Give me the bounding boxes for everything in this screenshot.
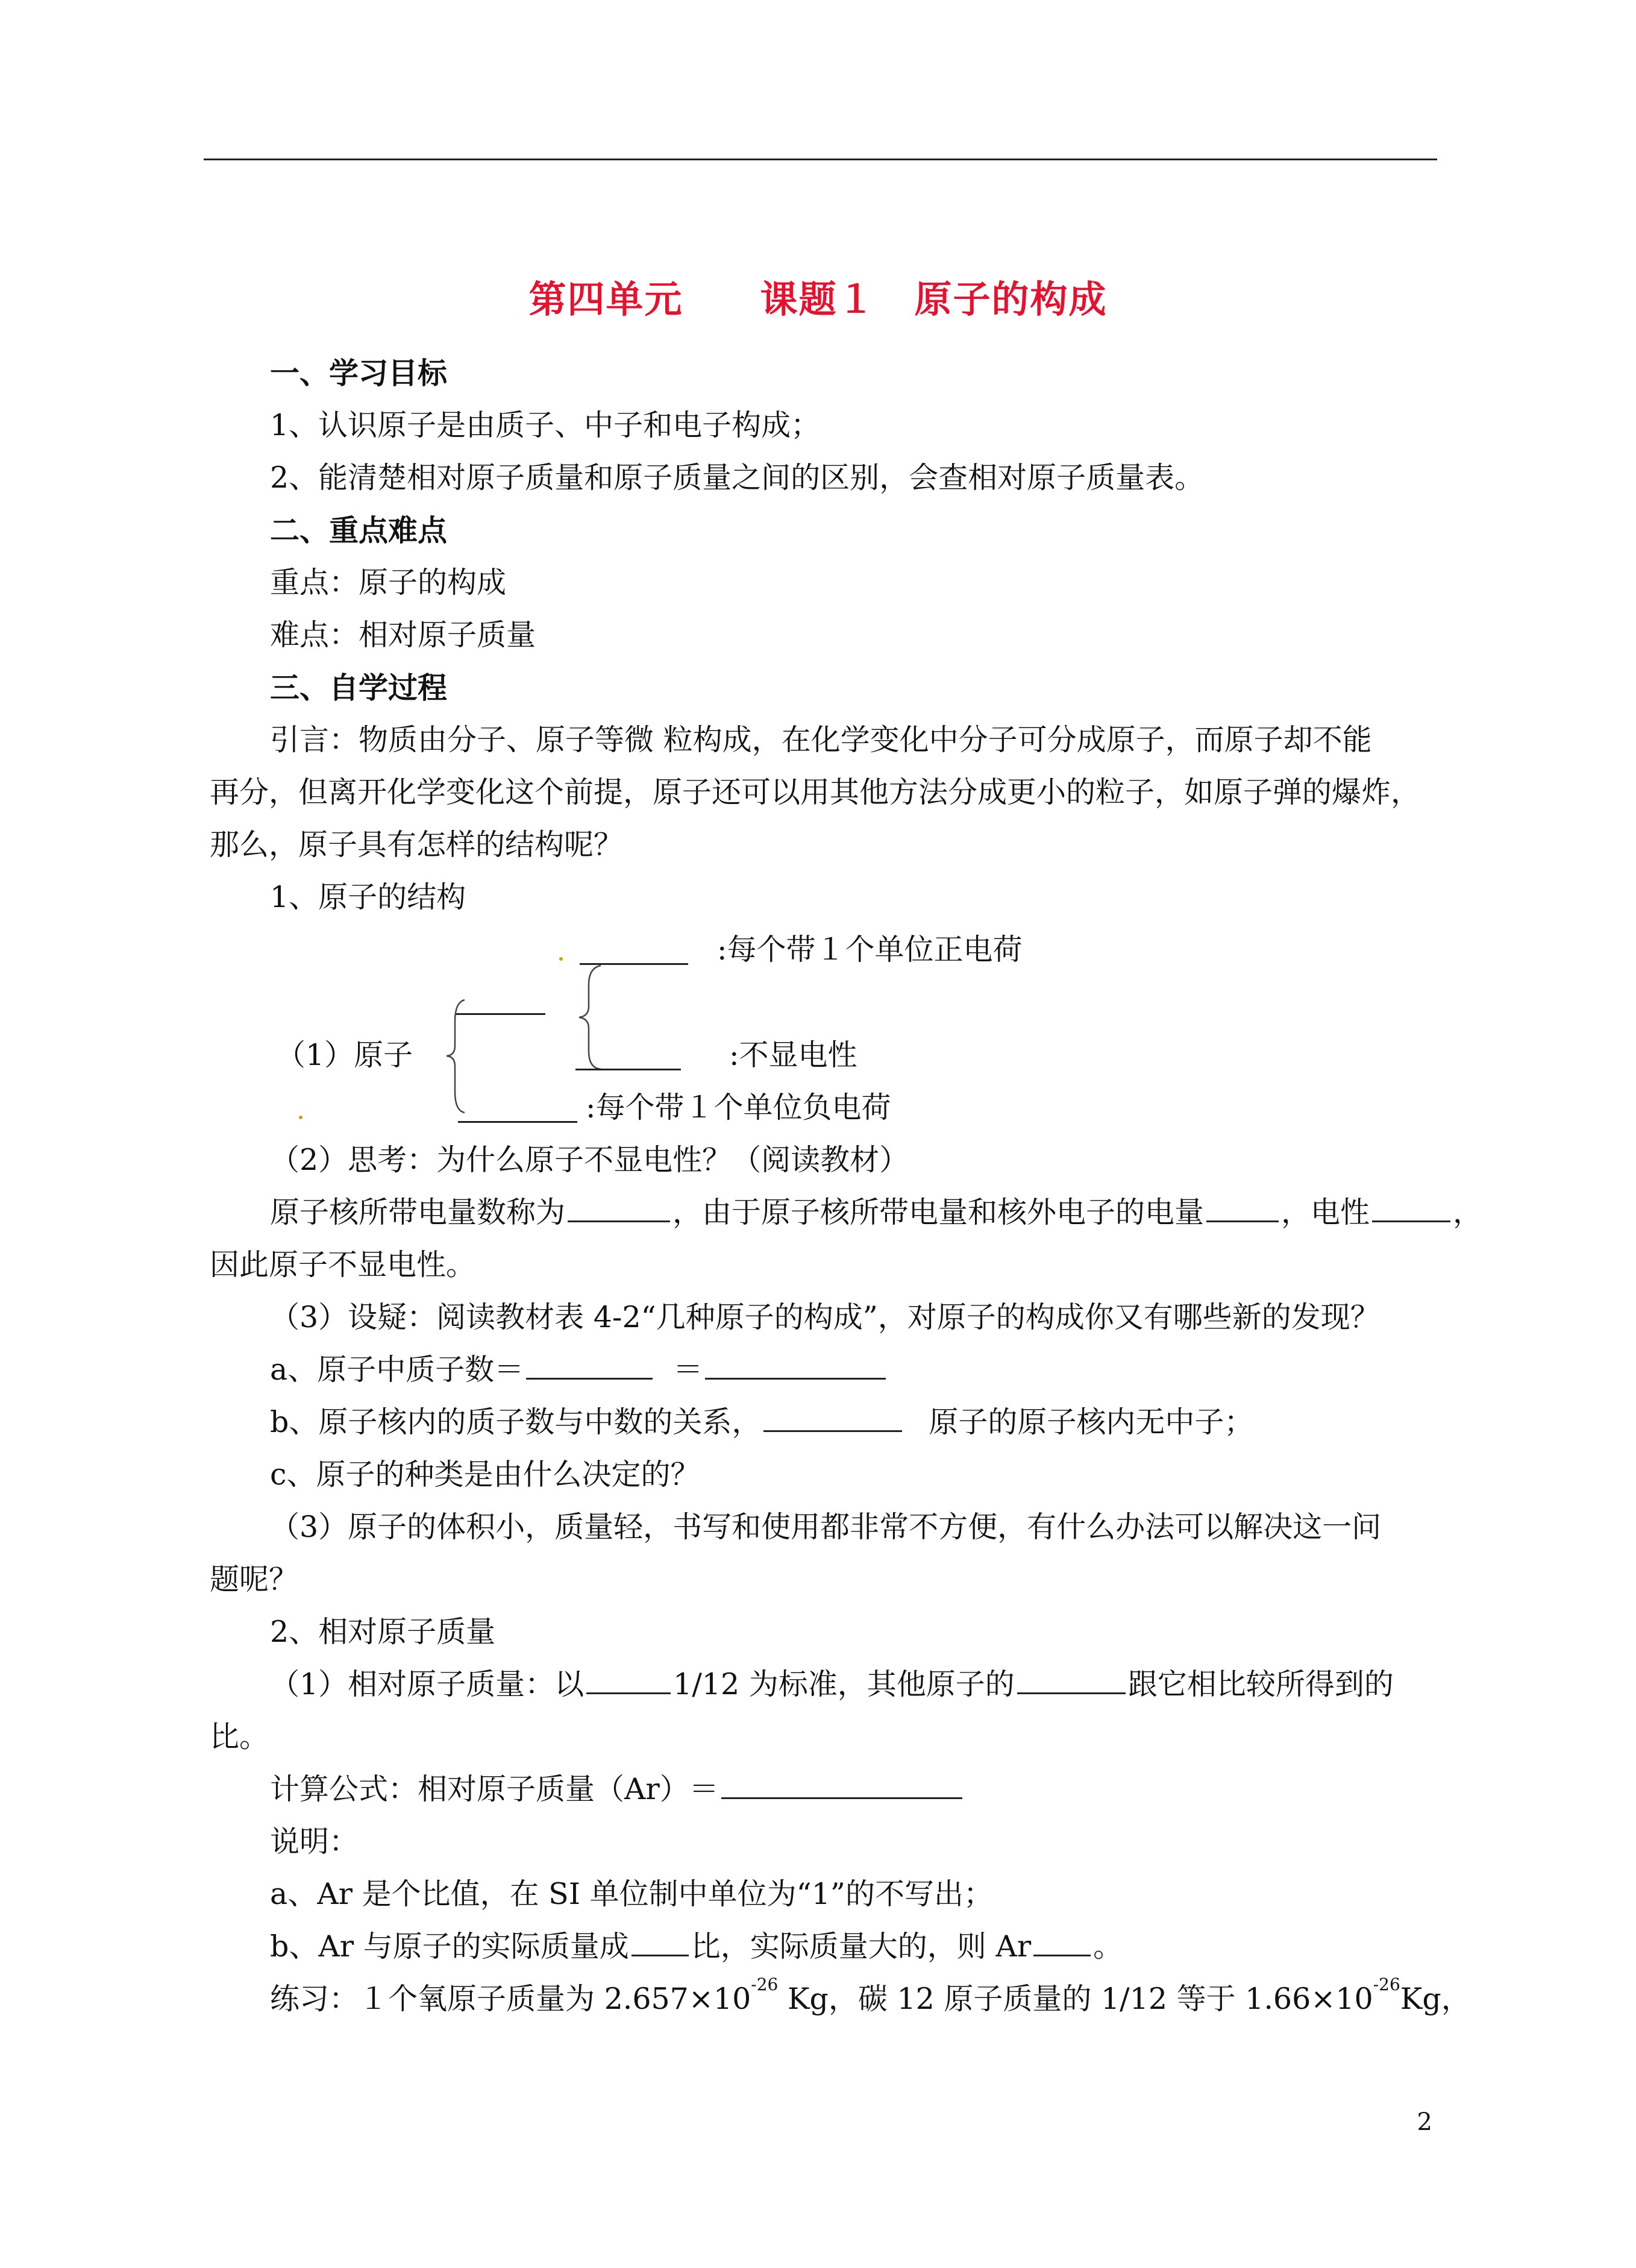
- question-c: c、原子的种类是由什么决定的？: [270, 1457, 700, 1492]
- ar-comparison-blank: [1033, 1930, 1091, 1956]
- charge-sign-blank: [1372, 1196, 1450, 1222]
- intro-line-1: 引言：物质由分子、原子等微 粒构成，在化学变化中分子可分成原子，而原子却不能: [270, 723, 1372, 757]
- charge-line-2: 因此原子不显电性。: [210, 1248, 476, 1282]
- relation-blank: [763, 1406, 902, 1432]
- doubt-question: （3）设疑：阅读教材表 4-2“几种原子的构成”，对原子的构成你又有哪些新的发现？: [270, 1300, 1380, 1334]
- formula-blank: [721, 1773, 962, 1799]
- goal-item-1: 1、认识原子是由质子、中子和电子构成；: [270, 408, 821, 442]
- proportion-blank: [632, 1930, 689, 1956]
- note-a: a、Ar 是个比值，在 SI 单位制中单位为“1”的不写出；: [270, 1877, 993, 1911]
- relative-mass-heading: 2、相对原子质量: [270, 1615, 496, 1649]
- electron-description: :每个带１个单位负电荷: [586, 1090, 891, 1125]
- key-point: 重点：原子的构成: [270, 565, 507, 600]
- inner-brace-icon: [575, 963, 603, 1072]
- definition-line-1: （1）相对原子质量：以 1/12 为标准，其他原子的 跟它相比较所得到的: [270, 1667, 1394, 1701]
- section-heading-goals: 一、学习目标: [270, 356, 448, 391]
- proton-count-blank-1: [526, 1354, 653, 1380]
- question-a: a、原子中质子数＝ ＝: [270, 1352, 888, 1388]
- electron-blank: [458, 1121, 577, 1123]
- stray-dot: [299, 1116, 302, 1119]
- note-heading: 说明：: [270, 1824, 359, 1859]
- outer-brace-icon: [443, 997, 467, 1115]
- page-number: 2: [1417, 2108, 1432, 2136]
- question-b: b、原子核内的质子数与中数的关系， 原子的原子核内无中子；: [270, 1405, 1254, 1439]
- charge-line-1: 原子核所带电量数称为 ，由于原子核所带电量和核外电子的电量 ，电性 ，: [270, 1195, 1483, 1230]
- proton-count-blank-2: [705, 1354, 886, 1380]
- page-title: 第四单元 课题１ 原子的构成: [528, 277, 1108, 321]
- goal-item-2: 2、能清楚相对原子质量和原子质量之间的区别，会查相对原子质量表。: [270, 460, 1205, 495]
- nuclear-charge-blank: [568, 1196, 670, 1222]
- note-b: b、Ar 与原子的实际质量成 比，实际质量大的，则 Ar 。: [270, 1929, 1123, 1964]
- question-3-line-1: （3）原子的体积小，质量轻，书写和使用都非常不方便，有什么办法可以解决这一问: [270, 1510, 1382, 1544]
- intro-line-2: 再分，但离开化学变化这个前提，原子还可以用其他方法分成更小的粒子，如原子弹的爆炸，: [210, 775, 1421, 809]
- neutron-blank: [575, 1069, 681, 1070]
- nucleus-blank: [455, 1013, 545, 1015]
- formula-line: 计算公式：相对原子质量（Ar）＝: [270, 1771, 965, 1808]
- difficult-point: 难点：相对原子质量: [270, 618, 536, 652]
- standard-atom-blank: [586, 1668, 671, 1694]
- stray-dot: [559, 957, 563, 961]
- section-heading-self-study: 三、自学过程: [270, 670, 448, 705]
- section-heading-key-points: 二、重点难点: [270, 513, 448, 548]
- question-3-line-2: 题呢？: [210, 1562, 299, 1597]
- neutron-description: :不显电性: [729, 1038, 857, 1072]
- charge-amount-blank: [1206, 1196, 1279, 1222]
- header-rule: [204, 159, 1437, 160]
- intro-line-3: 那么，原子具有怎样的结构呢？: [210, 828, 624, 862]
- compare-quantity-blank: [1017, 1668, 1126, 1694]
- proton-description: :每个带１个单位正电荷: [717, 932, 1023, 967]
- structure-heading: 1、原子的结构: [270, 880, 466, 914]
- definition-line-2: 比。: [210, 1720, 269, 1754]
- exercise-line: 练习：１个氧原子质量为 $2.657\times 10^{-26}$ Kg，碳 12 原子质量的 1/12 等于 $1.66\times 10^{-26}Kg$，: [270, 1974, 1471, 2016]
- think-question: （2）思考：为什么原子不显电性？（阅读教材）: [270, 1143, 909, 1177]
- atom-label: （1）原子: [276, 1038, 413, 1072]
